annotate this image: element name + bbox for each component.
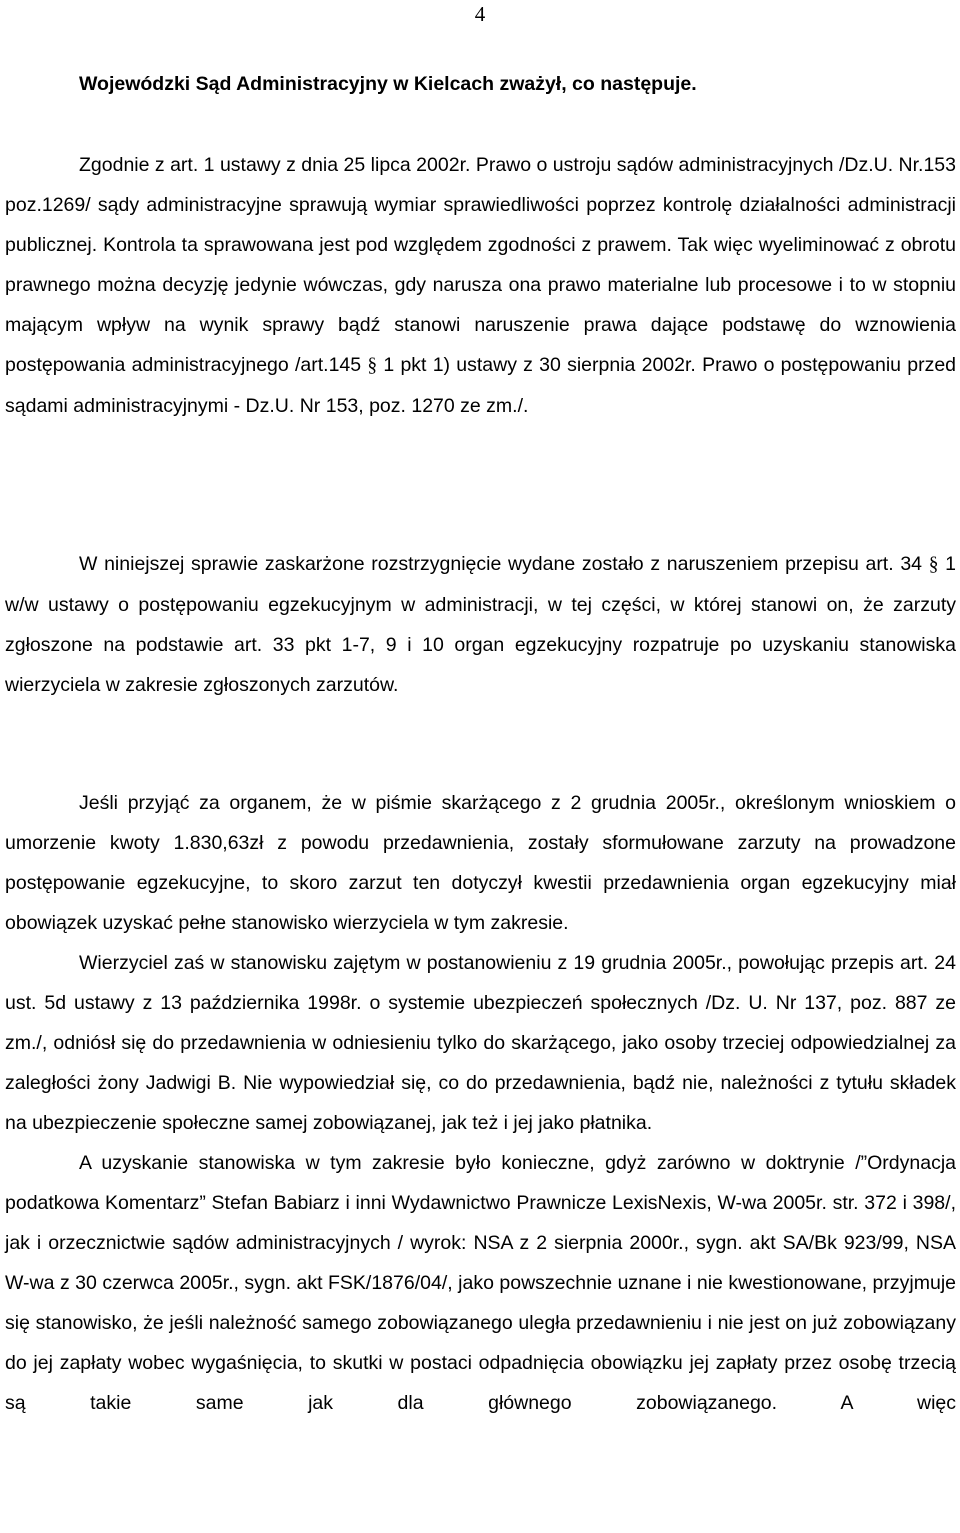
text-block-1 [5,145,956,426]
paragraph-2-text: W niniejszej sprawie zaskarżone rozstrzygnięcie wydane zostało z naruszeniem przepisu art. 34 [79,553,923,575]
paragraph-5: A uzyskanie stanowiska w tym zakresie było konieczne, gdyż zarówno w doktrynie /”Ordynacja podatkowa Komentarz” Stefan Babiarz i inni Wydawnictwo Prawnicze LexisNexis, W-wa 2005r. str. 372 i 398/, jak i orzecznictwie sądów administracyjnych / wyrok: NSA z 2 sierpnia 2000r., sygn. akt SA/Bk 923/99, NSA W-wa z 30 czerwca 2005r., sygn. akt FSK/1876/04/, jako powszechnie uznane i nie kwestionowane, przyjmuje się stanowisko, że jeśli należność samego zobowiązanego uległa przedawnieniu i nie jest on już zobowiązany do jej zapłaty wobec wygaśnięcia, to skutki w postaci odpadnięcia obowiązku jej zapłaty przez osobę trzecią są takie same jak dla głównego zobowiązanego. A więc [5,1152,956,1414]
paragraph-1 [5,145,956,426]
section-heading: Wojewódzki Sąd Administracyjny w Kielcach zważył, co następuje. [79,73,697,95]
section-sign-1: § [367,355,378,376]
paragraph-2 [5,544,956,705]
text-block-2 [5,544,956,705]
paragraph-1-text-continued: 1 pkt 1) ustawy z 30 sierpnia 2002r. Prawo o postępowaniu przed sądami administracyjnymi - Dz.U. Nr 153, poz. 1270 ze zm./. [5,354,957,417]
section-sign-2: § [928,554,939,575]
paragraph-3: Jeśli przyjąć za organem, że w piśmie skarżącego z 2 grudnia 2005r., określonym wnioskiem o umorzenie kwoty 1.830,63zł z powodu przedawnienia, zostały sformułowane zarzuty na prowadzone postępowanie egzekucyjne, to skoro zarzut ten dotyczył kwestii przedawnienia organ egzekucyjny miał obowiązek uzyskać pełne stanowisko wierzyciela w tym zakresie. [5,792,956,934]
paragraph-5-wrapper [5,1143,956,1423]
page-number: 4 [474,2,486,26]
paragraph-4: Wierzyciel zaś w stanowisku zajętym w postanowieniu z 19 grudnia 2005r., powołując przepis art. 24 ust. 5d ustawy z 13 października 1998r. o systemie ubezpieczeń społecznych /Dz. U. Nr 137, poz. 887 ze zm./, odniósł się do przedawnienia w odniesieniu tylko do skarżącego, jako osoby trzeciej odpowiedzialnej za zaległości żony Jadwigi B. Nie wypowiedział się, co do przedawnienia, bądź nie, należności z tytułu składek na ubezpieczenie społeczne samej zobowiązanej, jak też i jej jako płatnika. [5,952,956,1134]
text-block-3 [5,783,956,1423]
paragraph-2-text-continued: 1 w/w ustawy o postępowaniu egzekucyjnym w administracji, w tej części, w której stanowi on, że zarzuty zgłoszone na podstawie art. 33 pkt 1-7, 9 i 10 organ egzekucyjny rozpatruje po uzyskaniu stanowiska wierzyciela w zakresie zgłoszonych zarzutów. [5,553,957,696]
paragraph-1-text: Zgodnie z art. 1 ustawy z dnia 25 lipca 2002r. Prawo o ustroju sądów administracyjnych /Dz.U. Nr.153 poz.1269/ sądy administracyjne sprawują wymiar sprawiedliwości poprzez kontrolę działalności administracji publicznej. Kontrola ta sprawowana jest pod względem zgodności z prawem. Tak więc wyeliminować z obrotu prawnego można decyzję jedynie wówczas, gdy narusza ona prawo materialne lub procesowe i to w stopniu mającym wpływ na wynik sprawy bądź stanowi naruszenie prawa dające podstawę do wznowienia postępowania administracyjnego /art.145 [5,154,956,376]
